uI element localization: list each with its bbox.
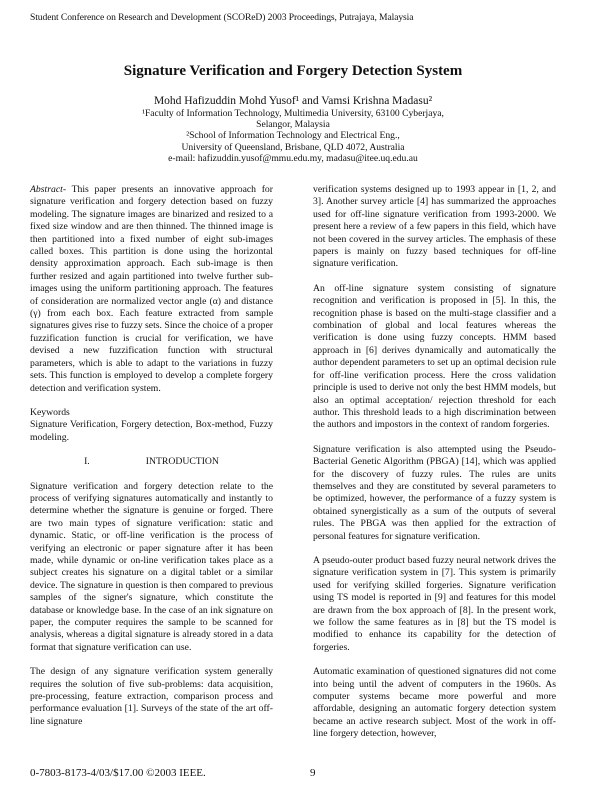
- copyright-footer: 0-7803-8173-4/03/$17.00 ©2003 IEEE.: [30, 766, 206, 779]
- abstract-label: Abstract-: [30, 184, 67, 196]
- affiliation-line: University of Queensland, Brisbane, QLD 4072, Australia: [181, 141, 405, 153]
- email-line: e-mail: hafizuddin.yusof@mmu.edu.my, madasu@itee.uq.edu.au: [168, 152, 418, 164]
- paragraph-text: Signature verification and forgery detection relate to the process of verifying signatures automatically and instantly to determine whether the signature is genuine or forged. There are two main types of signature verification: static and dynamic. Static, or off-line verification is the process of verifying an electronic or paper signature after it has been made, while dynamic or on-line verification takes place as a subject creates his signature on a digital tablet or a similar device. The signature in question is then compared to previous samples of the signer's signature, which constitute the database or knowledge base. In the case of an ink signature on paper, the computer requires the sample to be scanned for analysis, whereas a digital signature is already stored in a data format that signature verification can use.: [30, 480, 273, 653]
- paragraph-text: Signature verification is also attempted using the Pseudo- Bacterial Genetic Algorithm (PBGA) [14], which was applied for the discovery of fuzzy rules. The rules are units themselves and they are constituted by several parameters to be optimized, however, the performance of a fuzzy system is obtained synergistically as a sum of the outputs of several rules. The PBGA was then applied for the extraction of personal features for signature verification.: [313, 443, 556, 542]
- paragraph-text: Automatic examination of questioned signatures did not come into being until the advent of computers in the 1960s. As computer systems became more powerful and more affordable, designing an automatic forgery detection system became an active research subject. Most of the work in off-line forgery detection, however,: [313, 666, 556, 740]
- running-header: Student Conference on Research and Development (SCOReD) 2003 Proceedings, Putrajaya, Malaysia: [30, 12, 414, 23]
- section-number: I.: [84, 456, 90, 468]
- abstract: [30, 184, 273, 395]
- paragraph-text: The design of any signature verification system generally requires the solution of five sub-problems: data acquisition, pre-processing, feature extraction, comparison process and performance evaluation [1]. Surveys of the state of the art off-line signature: [30, 666, 273, 727]
- authors: Mohd Hafizuddin Mohd Yusof¹ and Vamsi Krishna Madasu²: [153, 95, 433, 107]
- affiliation-line: ²School of Information Technology and Electrical Eng.,: [186, 130, 400, 142]
- affiliation-line: ¹Faculty of Information Technology, Multimedia University, 63100 Cyberjaya,: [142, 108, 444, 119]
- two-column-body: [30, 184, 556, 741]
- paragraph-text: A pseudo-outer product based fuzzy neural network drives the signature verification system in [7]. This system is primarily used for verifying skilled forgeries. Signature verification using TS model is reported in [9] and features for this model are drawn from the box approach of [8]. In the present work, we follow the same features as in [8] but the TS model is modified to enhance its capability for the detection of forgeries.: [313, 554, 556, 653]
- left-column: [30, 184, 273, 728]
- keywords-text: Signature Verification, Forgery detection, Box-method, Fuzzy modeling.: [30, 419, 273, 443]
- section-heading: [30, 456, 273, 468]
- keywords: [30, 407, 273, 444]
- page-number: 9: [310, 766, 316, 779]
- affiliation-line: Selangor, Malaysia: [256, 119, 330, 131]
- paper-title: Signature Verification and Forgery Detection System: [123, 63, 463, 79]
- abstract-text: This paper presents an innovative approach for signature verification and forgery detection based on fuzzy modeling. The signature images are binarized and resized to a fixed size window and are then thinned. The thinned image is then partitioned into a fixed number of eight sub-images called boxes. This partition is done using the horizontal density approximation approach. Each sub-image is then further resized and again partitioned into twelve further sub-images using the uniform partitioning approach. The features of consideration are normalized vector angle (α) and distance (γ) from each box. Each feature extracted from sample signatures gives rise to fuzzy sets. Since the choice of a proper fuzzification function is crucial for verification, we have devised a new fuzzification function with structural parameters, which is able to adapt to the variations in fuzzy sets. This function is employed to develop a complete forgery detection and verification system.: [30, 184, 273, 394]
- section-title: INTRODUCTION: [145, 456, 219, 468]
- right-column: [313, 184, 556, 741]
- keywords-label: Keywords: [30, 406, 70, 418]
- page-footer: [30, 767, 556, 780]
- paragraph-text: An off-line signature system consisting of signature recognition and verification is proposed in [5]. In this, the recognition phase is based on the multi-stage classifier and a combination of global and local features whereas the verification is done using fuzzy concepts. HMM based approach in [6] derives dynamically and automatically the author dependent parameters to set up an optimal decision rule for off-line verification process. Here the cross validation principle is used to derive not only the best HMM models, but also an optimal acceptation/ rejection threshold for each author. This threshold leads to a high discrimination between the authors and impostors in the context of random forgeries.: [313, 282, 556, 431]
- paragraph-text: verification systems designed up to 1993 appear in [1, 2, and 3]. Another survey article [4] has summarized the approaches used for off-line signature verification from 1993-2000. We present here a review of a few papers in this field, which have not been covered in the survey articles. The emphasis of these papers is mainly on fuzzy based techniques for off-line signature verification.: [313, 184, 556, 270]
